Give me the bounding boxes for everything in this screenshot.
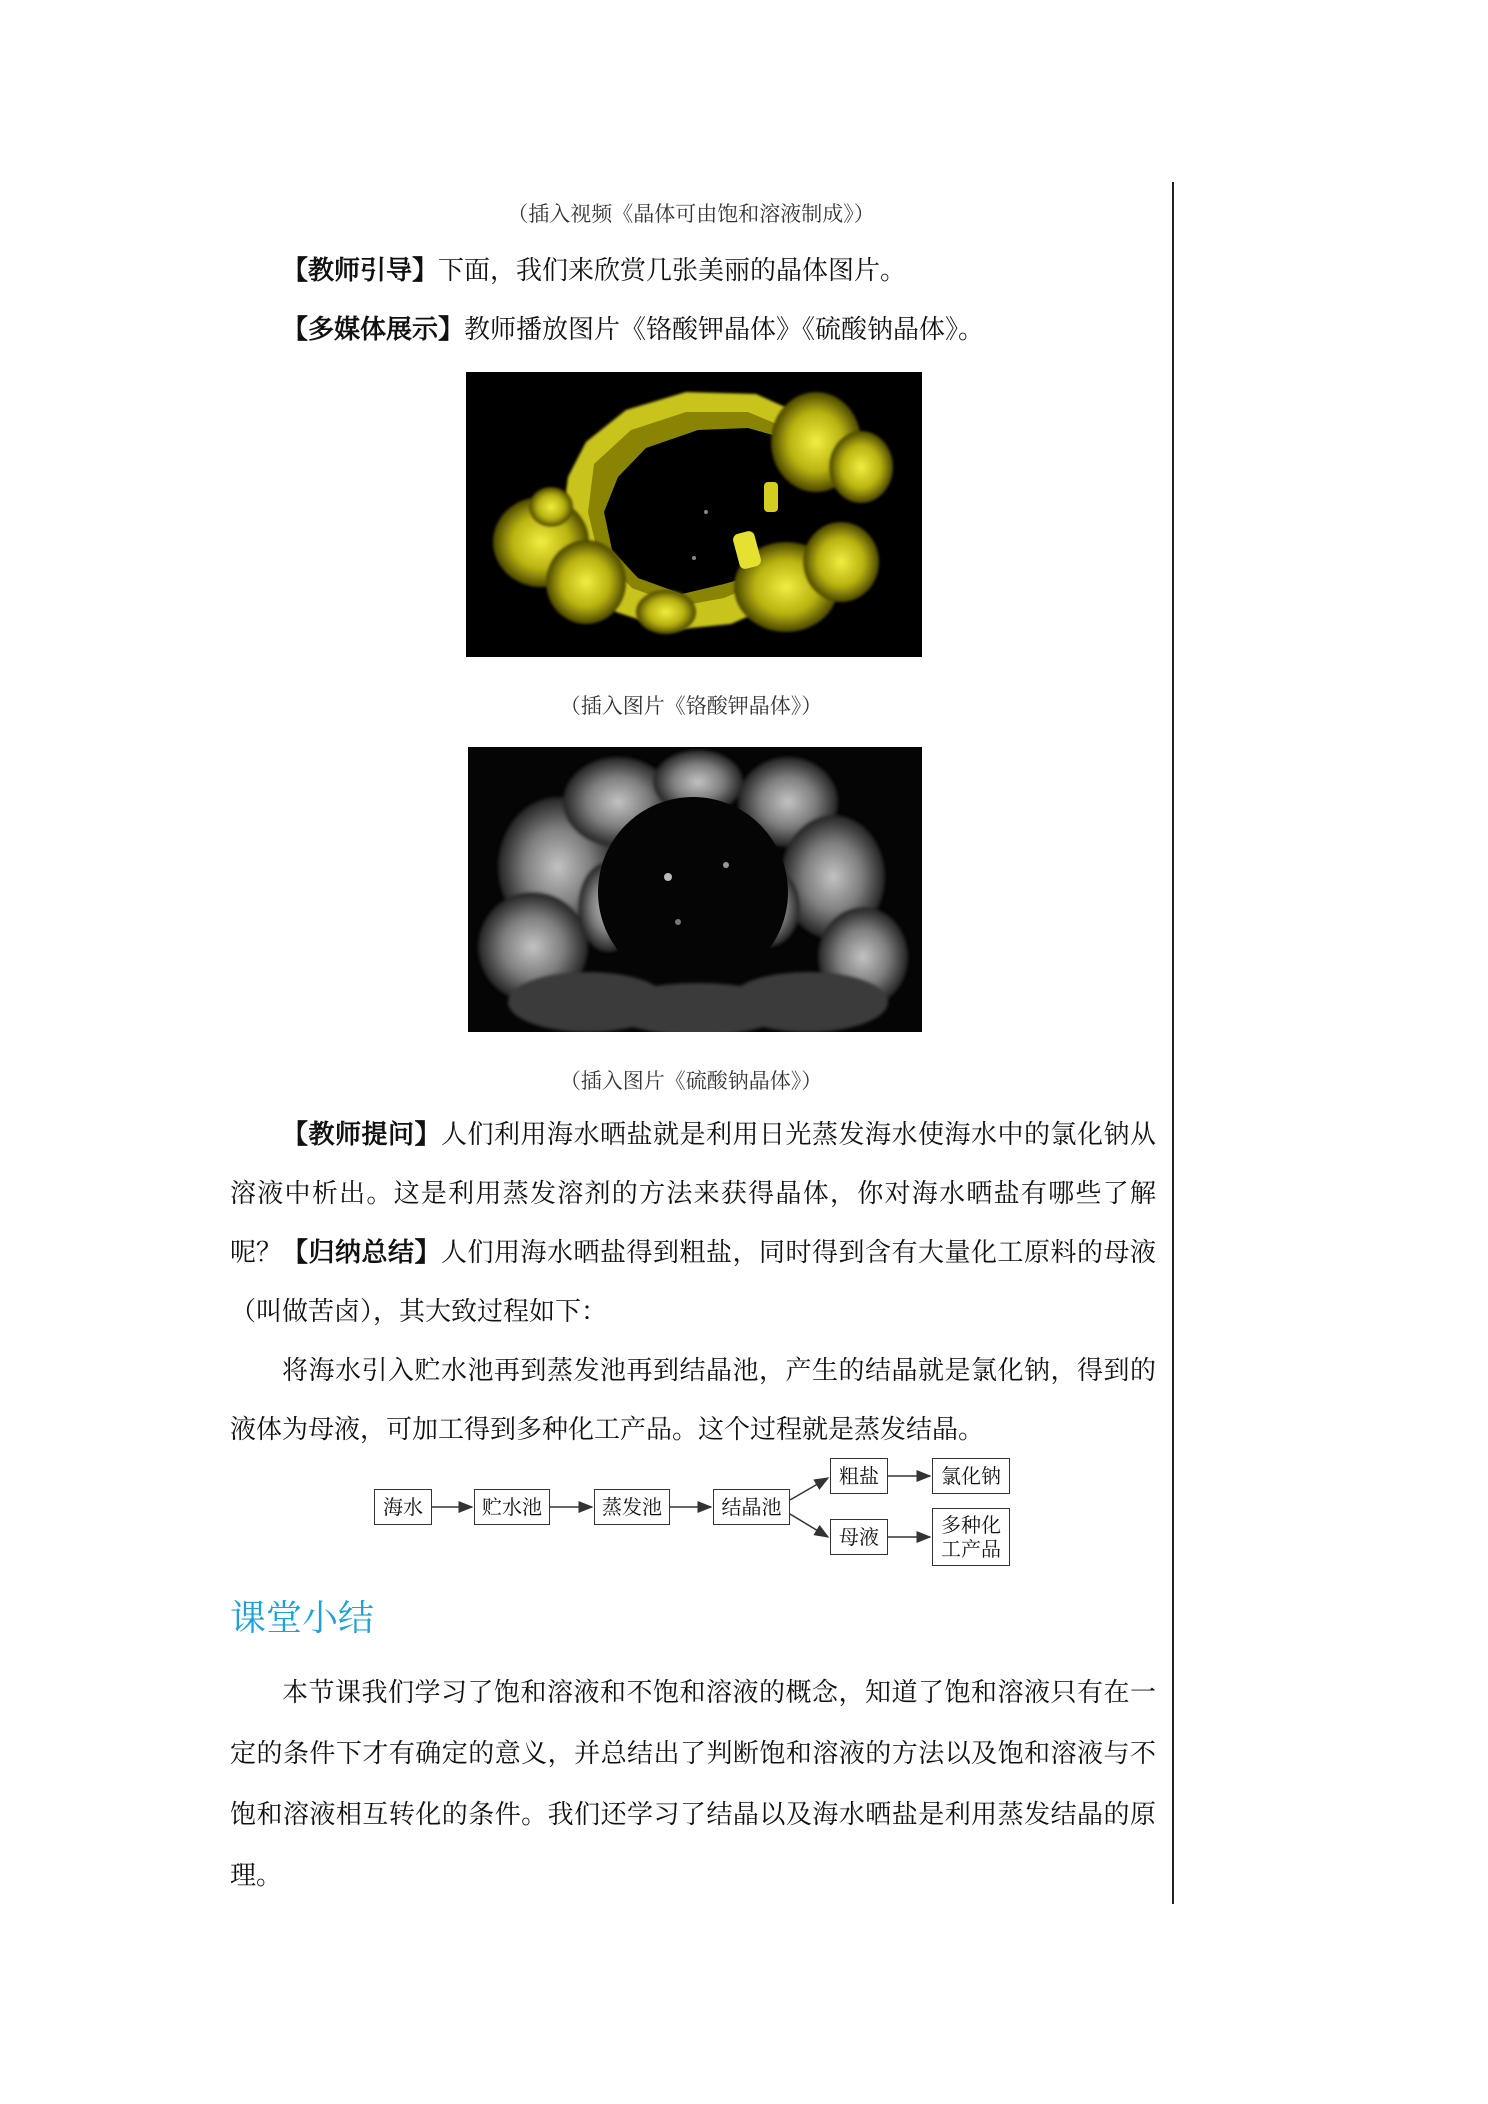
paragraph-text: 下面，我们来欣赏几张美丽的晶体图片。 [438,256,907,286]
flow-box-crystallization-pond: 结晶池 [713,1489,790,1525]
process-paragraph: 将海水引入贮水池再到蒸发池再到结晶池，产生的结晶就是氯化钠，得到的液体为母液，可加工得到多种化工产品。这个过程就是蒸发结晶。 [230,1356,1156,1445]
lead-label: 【教师引导】 [282,256,439,286]
lead-label: 【多媒体展示】 [282,315,465,345]
paragraph-text: 人们利用海水晒盐就是利用日光蒸发海水使海水中的氯化钠从溶液中析出。这是利用蒸发溶剂的方法来获得晶体，你对海水晒盐有哪些了解呢？ [230,1120,1156,1268]
flow-box-mother-liquor: 母液 [830,1519,888,1555]
flow-box-seawater: 海水 [374,1489,432,1525]
paragraph-text: 教师播放图片《铬酸钾晶体》《硫酸钠晶体》。 [464,315,985,345]
summary-paragraph: 本节课我们学习了饱和溶液和不饱和溶液的概念，知道了饱和溶液只有在一定的条件下才有确定的意义，并总结出了判断饱和溶液的方法以及饱和溶液与不饱和溶液相互转化的条件。我们还学习了结晶以及海水晒盐是利用蒸发结晶的原理。 [230,1678,1156,1891]
chem-line-1: 多种化 [941,1513,1001,1537]
flow-box-reservoir: 贮水池 [474,1489,550,1525]
video-caption: （插入视频《晶体可由饱和溶液制成》） [507,202,875,226]
lead-label: 【教师提问】 [282,1120,441,1150]
flow-box-crude-salt: 粗盐 [830,1458,888,1494]
chem-line-2: 工产品 [941,1537,1001,1561]
lead-label: 【归纳总结】 [282,1238,441,1268]
flow-box-evaporation-pond: 蒸发池 [594,1489,670,1525]
image2-caption: （插入图片《硫酸钠晶体》） [559,1069,823,1093]
flow-box-chemical-products [932,1508,1010,1566]
section-heading-summary: 课堂小结 [230,1598,375,1639]
image1-caption: （插入图片《铬酸钾晶体》） [559,694,823,718]
paragraph-text: 人们用海水晒盐得到粗盐，同时得到含有大量化工原料的母液（叫做苦卤），其大致过程如下： [230,1238,1156,1327]
flow-box-sodium-chloride: 氯化钠 [932,1458,1010,1494]
